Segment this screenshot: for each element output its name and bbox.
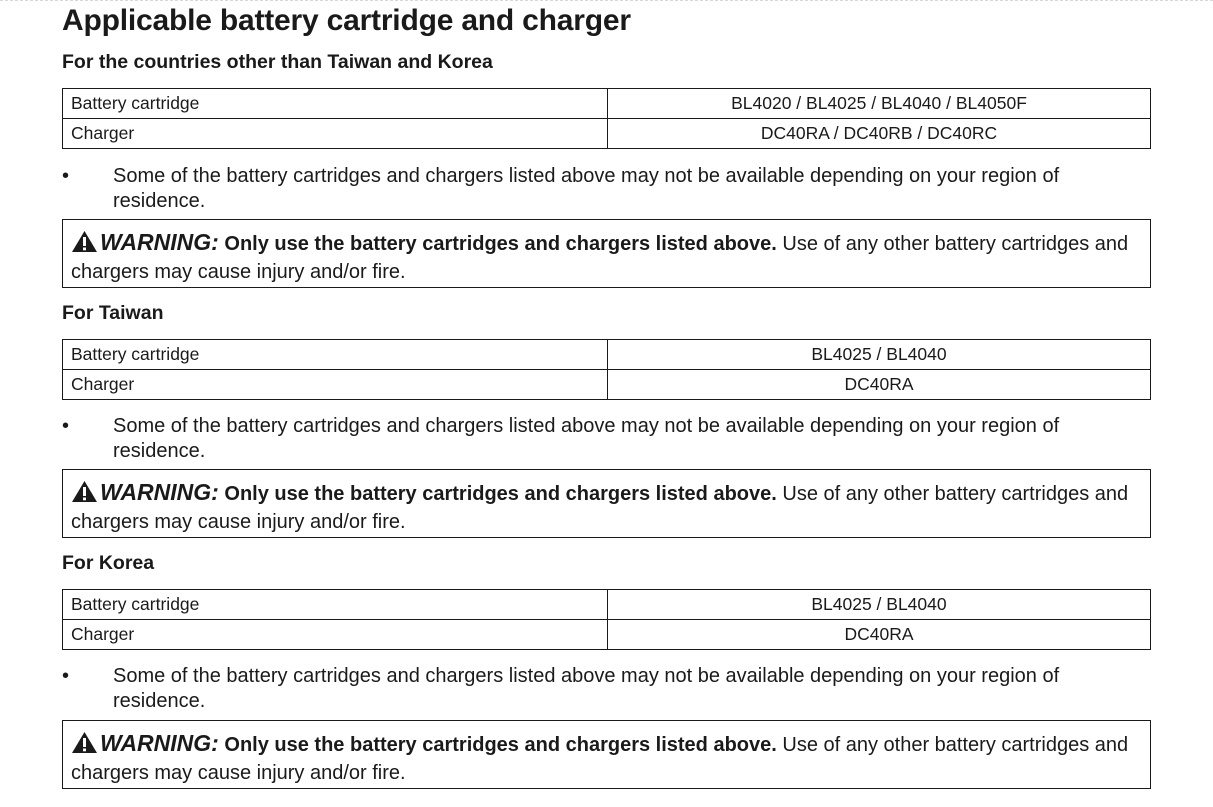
charger-label: Charger bbox=[63, 370, 608, 400]
battery-label: Battery cartridge bbox=[63, 340, 608, 370]
availability-note bbox=[62, 414, 1151, 464]
section-heading-taiwan: For Taiwan bbox=[62, 302, 164, 324]
section-heading-other-countries: For the countries other than Taiwan and Korea bbox=[62, 51, 493, 73]
warning-triangle-icon bbox=[71, 480, 98, 510]
page-title: Applicable battery cartridge and charger bbox=[62, 4, 631, 37]
warning-text: Use of any other battery cartridges and chargers may cause injury and/or fire. bbox=[71, 734, 1129, 784]
table-row-charger bbox=[63, 370, 1151, 400]
warning-box bbox=[62, 720, 1151, 789]
charger-models: DC40RA bbox=[608, 370, 1151, 400]
availability-note-text: Some of the battery cartridges and chargers listed above may not be available depending on your region of residence. bbox=[113, 415, 1060, 462]
warning-text: Use of any other battery cartridges and chargers may cause injury and/or fire. bbox=[71, 483, 1129, 533]
warning-label: WARNING: bbox=[100, 479, 219, 505]
warning-box bbox=[62, 219, 1151, 288]
warning-triangle-icon bbox=[71, 731, 98, 761]
page-top-edge bbox=[0, 0, 1213, 1]
warning-label: WARNING: bbox=[100, 229, 219, 255]
section-heading-korea: For Korea bbox=[62, 552, 155, 574]
warning-triangle-icon bbox=[71, 230, 98, 260]
battery-label: Battery cartridge bbox=[63, 590, 608, 620]
battery-models: BL4020 / BL4025 / BL4040 / BL4050F bbox=[608, 89, 1151, 119]
bullet-glyph: • bbox=[62, 165, 70, 187]
warning-text: Use of any other battery cartridges and chargers may cause injury and/or fire. bbox=[71, 233, 1129, 283]
spec-table-taiwan bbox=[62, 339, 1151, 400]
table-row-battery bbox=[63, 340, 1151, 370]
warning-bold-text: Only use the battery cartridges and chargers listed above. bbox=[224, 233, 777, 255]
availability-note bbox=[62, 664, 1151, 714]
warning-box bbox=[62, 469, 1151, 538]
battery-models: BL4025 / BL4040 bbox=[608, 590, 1151, 620]
spec-table-korea bbox=[62, 589, 1151, 650]
table-row-battery bbox=[63, 590, 1151, 620]
warning-label: WARNING: bbox=[100, 730, 219, 756]
availability-note-text: Some of the battery cartridges and chargers listed above may not be available depending on your region of residence. bbox=[113, 665, 1060, 712]
bullet-glyph: • bbox=[62, 665, 70, 687]
spec-table-other-countries bbox=[62, 88, 1151, 149]
availability-note-text: Some of the battery cartridges and chargers listed above may not be available depending on your region of residence. bbox=[113, 165, 1060, 212]
battery-models: BL4025 / BL4040 bbox=[608, 340, 1151, 370]
table-row-charger bbox=[63, 620, 1151, 650]
charger-models: DC40RA / DC40RB / DC40RC bbox=[608, 119, 1151, 149]
availability-note bbox=[62, 164, 1151, 214]
warning-bold-text: Only use the battery cartridges and chargers listed above. bbox=[224, 483, 777, 505]
charger-label: Charger bbox=[63, 620, 608, 650]
table-row-battery bbox=[63, 89, 1151, 119]
charger-label: Charger bbox=[63, 119, 608, 149]
bullet-glyph: • bbox=[62, 415, 70, 437]
battery-label: Battery cartridge bbox=[63, 89, 608, 119]
charger-models: DC40RA bbox=[608, 620, 1151, 650]
warning-bold-text: Only use the battery cartridges and chargers listed above. bbox=[224, 734, 777, 756]
table-row-charger bbox=[63, 119, 1151, 149]
